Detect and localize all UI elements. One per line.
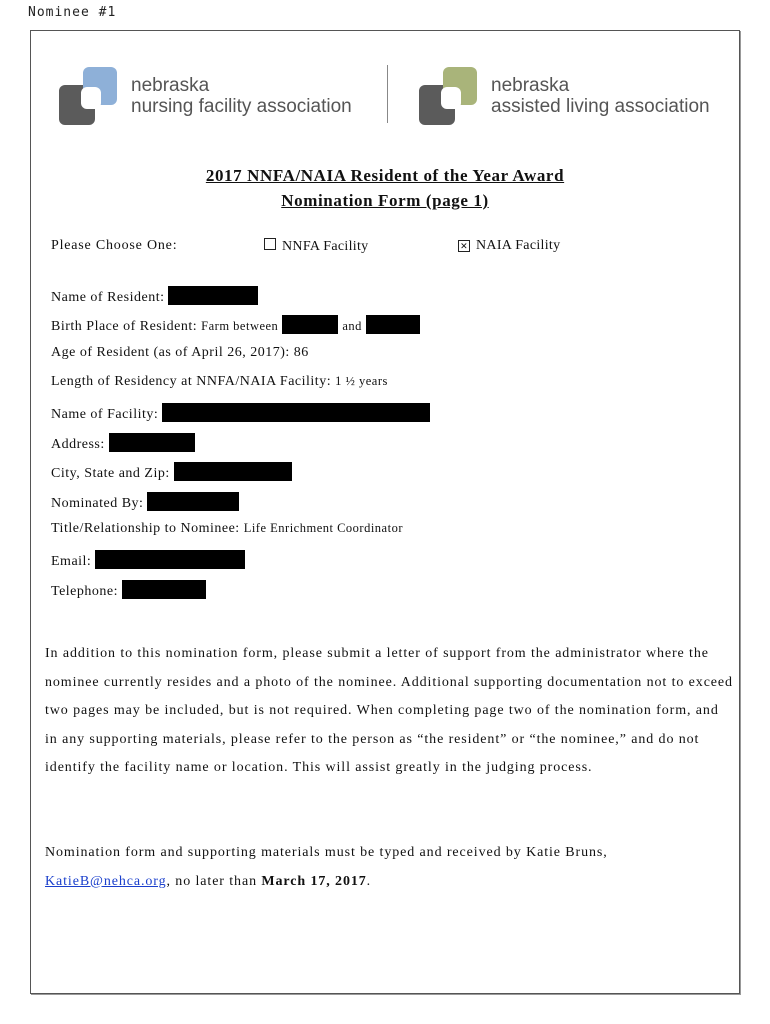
- instructions-paragraph: In addition to this nomination form, please submit a letter of support from the administrator where the nominee currently resides and a photo of the nominee. Additional supporting documentation not to exceed two pages may be included, but is not required. When completing page two of the nomination form, and in any supporting materials, please refer to the person as “the resident” or “the nominee,” and do not identify the facility name or location. This will assist greatly in the judging process.: [45, 646, 733, 775]
- email-label: Email:: [51, 554, 92, 569]
- submission-text: Nomination form and supporting materials must be typed and received by Katie Bruns,: [45, 845, 608, 860]
- form-subtitle: Nomination Form (page 1): [281, 191, 489, 210]
- length-value: 1 ½ years: [335, 374, 388, 388]
- nnfa-logo-line1: nebraska: [131, 75, 210, 96]
- address-label: Address:: [51, 437, 105, 452]
- city-label: City, State and Zip:: [51, 466, 170, 481]
- nnfa-checkbox[interactable]: [264, 238, 276, 250]
- submission-paragraph: [45, 839, 735, 896]
- birth-place-value: Farm between: [201, 319, 279, 333]
- naia-logo-line2: assisted living association: [491, 96, 710, 117]
- length-label: Length of Residency at NNFA/NAIA Facility:: [51, 374, 332, 389]
- redacted-address: [109, 433, 195, 452]
- redacted-resident-name: [168, 286, 258, 305]
- nnfa-option-label: NNFA Facility: [282, 239, 369, 254]
- redacted-birth-place-1: [282, 315, 338, 334]
- nnfa-logo-mark-icon: [59, 67, 121, 125]
- age-row: [51, 345, 309, 361]
- birth-place-and: and: [342, 319, 362, 333]
- redacted-birth-place-2: [366, 315, 420, 334]
- redacted-telephone: [122, 580, 206, 599]
- naia-option-label: NAIA Facility: [476, 238, 561, 253]
- facility-row: [51, 403, 430, 423]
- city-row: [51, 462, 292, 482]
- nominated-by-row: [51, 492, 239, 512]
- telephone-row: [51, 580, 206, 600]
- redacted-nominator: [147, 492, 239, 511]
- title-relationship-value: Life Enrichment Coordinator: [243, 521, 403, 535]
- naia-checkbox[interactable]: ✕: [458, 240, 470, 252]
- title-row: [51, 521, 403, 537]
- form-page: [30, 30, 740, 994]
- nominee-label: Nominee #1: [28, 5, 117, 20]
- redacted-city: [174, 462, 292, 481]
- email-row: [51, 550, 245, 570]
- form-title: 2017 NNFA/NAIA Resident of the Year Award: [205, 166, 565, 185]
- submission-end: .: [366, 873, 372, 889]
- deadline-date: March 17, 2017: [261, 873, 367, 889]
- age-label: Age of Resident (as of April 26, 2017):: [51, 345, 290, 360]
- logo-divider: [387, 65, 388, 123]
- resident-name-label: Name of Resident:: [51, 290, 165, 305]
- redacted-facility-name: [162, 403, 430, 422]
- naia-logo-mark-icon: [419, 67, 481, 125]
- address-row: [51, 433, 195, 453]
- nominated-by-label: Nominated By:: [51, 496, 144, 511]
- naia-facility-option[interactable]: [458, 238, 560, 254]
- nnfa-logo: [59, 66, 352, 126]
- age-value: 86: [293, 345, 309, 360]
- title-relationship-label: Title/Relationship to Nominee:: [51, 521, 240, 536]
- redacted-email: [95, 550, 245, 569]
- facility-label: Name of Facility:: [51, 407, 159, 422]
- nnfa-logo-line2: nursing facility association: [131, 96, 352, 117]
- birth-place-label: Birth Place of Resident:: [51, 319, 198, 334]
- contact-email-link[interactable]: KatieB@nehca.org: [45, 873, 167, 889]
- nnfa-facility-option[interactable]: [264, 238, 368, 255]
- naia-logo-line1: nebraska: [491, 75, 570, 96]
- length-row: [51, 374, 388, 390]
- choose-one-label: Please Choose One:: [51, 238, 178, 253]
- submission-text-2: , no later than: [166, 873, 262, 889]
- birth-place-row: [51, 315, 420, 335]
- naia-logo: [419, 66, 710, 126]
- telephone-label: Telephone:: [51, 584, 118, 599]
- resident-name-row: [51, 286, 258, 306]
